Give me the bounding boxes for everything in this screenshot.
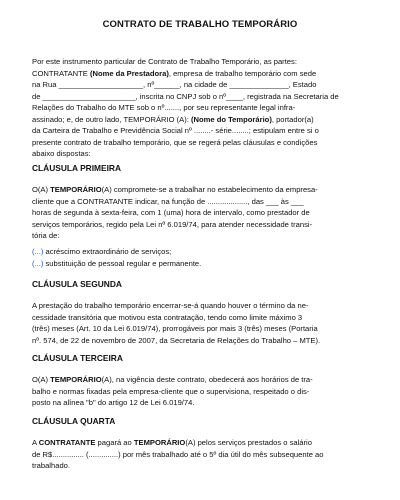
clause-bold-term: TEMPORÁRIO [133,438,186,447]
clause-line: balho e normas fixadas pela empresa-cliente que o supervisiona, respeitado o dis- [32,386,310,396]
clause-line: trabalhado. [32,461,70,470]
clause-line [32,437,369,449]
clause-2-body [32,300,369,346]
intro-line: presente contrato de trabalho temporário, que se regerá pelas cláusulas e condições [32,137,318,147]
clause-bold-term: TEMPORÁRIO [50,375,102,384]
clause-line: horas de segunda à sexta-feira, com 1 (uma) hora de intervalo, como prestador de [32,208,310,217]
clause-3-heading: CLÁUSULA TERCEIRA [32,353,123,363]
intro-text: , empresa de trabalho temporário com sede [168,68,317,78]
intro-line [32,68,369,80]
temporary-name-placeholder: (Nome do Temporário) [190,114,272,124]
provider-name-placeholder: (Nome da Prestadora) [89,68,169,78]
option-checkbox-mark: (...) [32,259,44,268]
option-label: acréscimo extraordinário de serviços; [43,247,172,256]
clause-4-body [32,437,369,472]
clause-text: O(A) [32,375,51,384]
intro-line: na Rua ____________________, nº______, na cidade de ______________, Estado [32,80,317,89]
clause-1-heading: CLÁUSULA PRIMEIRA [32,163,122,173]
intro-text: , portador(a) [271,114,314,124]
clause-4-heading: CLÁUSULA QUARTA [32,416,116,426]
clause-line: posto na alínea "b" do artigo 12 de Lei 6.019/74. [32,398,195,407]
option-checkbox-mark: (...) [32,247,44,256]
clause-line: cessidade transitória que motivou esta contratação, tendo como limite máximo 3 [32,312,303,322]
clause-line: nº. 574, de 22 de novembro de 2007, da Secretaria de Relações do Trabalho – MTE). [32,335,321,345]
clause-1-body [32,184,369,242]
intro-line: da Carteira de Trabalho e Previdência Social nº ........- série........; estipulam entre si o [32,126,319,135]
clause-line: cliente que a CONTRATANTE indicar, na função de ..................., das ___ às ___ [32,196,304,206]
option-extra-services [32,246,171,257]
clause-line: A prestação do trabalho temporário encerrar-se-á quando houver o término da ne- [32,301,309,310]
clause-3-body [32,374,369,409]
clause-text: (A) compromete-se a trabalhar no estabelecimento da empresa- [101,185,318,194]
clause-text: (A), na vigência deste contrato, obedecerá aos horários de tra- [101,375,313,384]
intro-line: abaixo dispostas: [32,149,91,158]
intro-line [32,114,369,126]
document-title: CONTRATO DE TRABALHO TEMPORÁRIO [102,19,298,30]
clause-line: tória de: [32,231,60,240]
clause-line: serviços temporários, regido pela Lei nº 6.019/74, para atender necessidade transi- [32,219,313,229]
clause-line: (três) meses (Art. 10 da Lei 6.019/74), prorrogáveis por mais 3 (três) meses (Portaria [32,324,318,333]
intro-text: assinado; e, de outro lado, TEMPORÁRIO (A): [32,114,191,124]
intro-line: Relações do Trabalho do MTE sob o nº......., por seu representante legal infra- [32,103,296,112]
intro-paragraph [32,56,369,160]
clause-2-heading: CLÁUSULA SEGUNDA [32,279,122,289]
clause-text: A [32,438,39,447]
clause-bold-term: CONTRATANTE [38,438,96,447]
clause-line [32,184,369,196]
clause-line [32,374,369,386]
clause-text: O(A) [32,185,51,194]
intro-line: de ______________________, inscrita no CNPJ sob o nº____, registrada na Secretaria de [32,91,339,101]
clause-text: pagará ao [95,438,134,447]
clause-line: de R$............... (..............) por mês trabalhado até o 5º dia útil do mês subsequente ao [32,449,324,459]
option-label: substituição de pessoal regular e permanente. [43,259,202,268]
option-substitution [32,258,201,269]
clause-text: (A) pelos serviços prestados o salário [185,438,312,447]
intro-line: Por este instrumento particular de Contrato de Trabalho Temporário, as partes: [32,57,297,66]
party-label: CONTRATANTE [32,68,90,78]
clause-bold-term: TEMPORÁRIO [50,185,102,194]
